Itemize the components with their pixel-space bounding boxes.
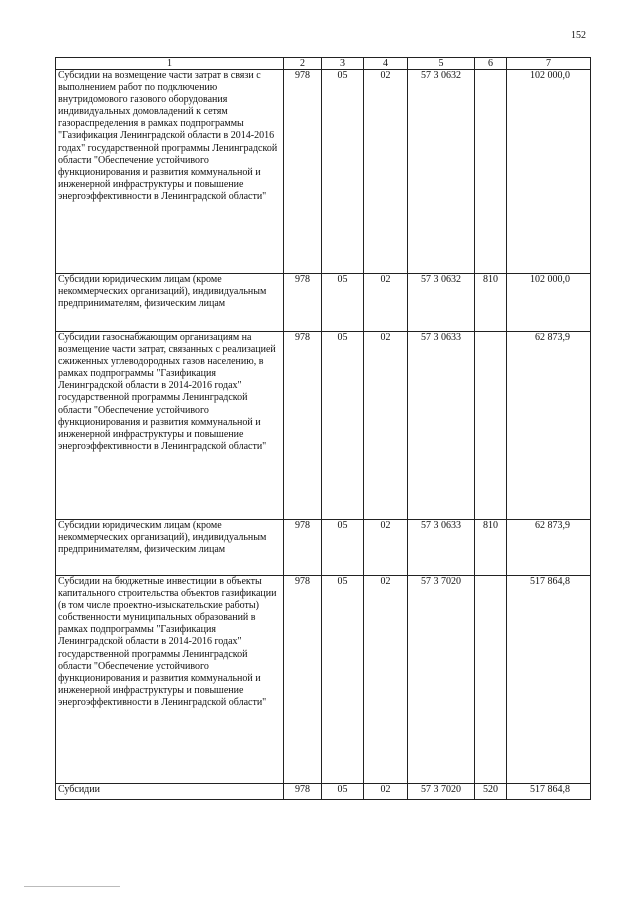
budget-table: [55, 57, 591, 800]
cell-target: 57 3 0633: [408, 520, 475, 576]
cell-type: [475, 332, 507, 520]
row-description: Субсидии: [56, 784, 284, 800]
cell-type: [475, 576, 507, 784]
column-header: 4: [364, 58, 408, 70]
cell-section: 05: [322, 576, 364, 784]
column-header: 3: [322, 58, 364, 70]
cell-code: 978: [284, 520, 322, 576]
row-description: Субсидии юридическим лицам (кроме некоммерческих организаций), индивидуальным предпринимателям, физическим лицам: [56, 274, 284, 332]
cell-amount: 62 873,9: [507, 332, 591, 520]
cell-subsection: 02: [364, 520, 408, 576]
cell-code: 978: [284, 576, 322, 784]
table-row: [56, 576, 591, 784]
cell-subsection: 02: [364, 274, 408, 332]
cell-code: 978: [284, 784, 322, 800]
cell-section: 05: [322, 274, 364, 332]
cell-code: 978: [284, 332, 322, 520]
cell-target: 57 3 0633: [408, 332, 475, 520]
cell-subsection: 02: [364, 576, 408, 784]
cell-amount: 517 864,8: [507, 576, 591, 784]
column-header: 7: [507, 58, 591, 70]
table-row: [56, 520, 591, 576]
table-row: [56, 70, 591, 274]
row-description: Субсидии на возмещение части затрат в связи с выполнением работ по подключению внутридомового газового оборудования индивидуальных домовладений к сетям газораспределения в рамках подпрограммы "Газификация Ленинградской области в 2014-2016 годах" государственной программы Ленинградской области "Обеспечение устойчивого функционирования и развития коммунальной и инженерной инфраструктуры и повышение энергоэффективности в Ленинградской области": [56, 70, 284, 274]
column-header: 2: [284, 58, 322, 70]
cell-amount: 102 000,0: [507, 274, 591, 332]
cell-target: 57 3 7020: [408, 784, 475, 800]
cell-section: 05: [322, 70, 364, 274]
cell-code: 978: [284, 70, 322, 274]
row-description: Субсидии газоснабжающим организациям на возмещение части затрат, связанных с реализацией сжиженных углеводородных газов населению, в рамках подпрограммы "Газификация Ленинградской области в 2014-2016 годах" государственной программы Ленинградской области "Обеспечение устойчивого функционирования и развития коммунальной и инженерной инфраструктуры и повышение энергоэффективности в Ленинградской области": [56, 332, 284, 520]
cell-subsection: 02: [364, 332, 408, 520]
cell-subsection: 02: [364, 784, 408, 800]
cell-section: 05: [322, 332, 364, 520]
cell-type: 810: [475, 520, 507, 576]
cell-amount: 62 873,9: [507, 520, 591, 576]
header-row: [56, 58, 591, 70]
table-row: [56, 784, 591, 800]
cell-target: 57 3 0632: [408, 70, 475, 274]
cell-section: 05: [322, 520, 364, 576]
cell-code: 978: [284, 274, 322, 332]
footer-divider: [24, 886, 120, 887]
column-header: 1: [56, 58, 284, 70]
column-header: 6: [475, 58, 507, 70]
column-header: 5: [408, 58, 475, 70]
row-description: Субсидии юридическим лицам (кроме некоммерческих организаций), индивидуальным предпринимателям, физическим лицам: [56, 520, 284, 576]
cell-type: [475, 70, 507, 274]
row-description: Субсидии на бюджетные инвестиции в объекты капитального строительства объектов газификации (в том числе проектно-изыскательские работы) собственности муниципальных образований в рамках подпрограммы "Газификация Ленинградской области в 2014-2016 годах" государственной программы Ленинградской области "Обеспечение устойчивого функционирования и развития коммунальной и инженерной инфраструктуры и повышение энергоэффективности в Ленинградской области": [56, 576, 284, 784]
cell-subsection: 02: [364, 70, 408, 274]
cell-amount: 102 000,0: [507, 70, 591, 274]
table-row: [56, 332, 591, 520]
cell-section: 05: [322, 784, 364, 800]
cell-type: 520: [475, 784, 507, 800]
cell-target: 57 3 7020: [408, 576, 475, 784]
cell-amount: 517 864,8: [507, 784, 591, 800]
cell-type: 810: [475, 274, 507, 332]
table-row: [56, 274, 591, 332]
cell-target: 57 3 0632: [408, 274, 475, 332]
page-number: 152: [571, 30, 586, 41]
